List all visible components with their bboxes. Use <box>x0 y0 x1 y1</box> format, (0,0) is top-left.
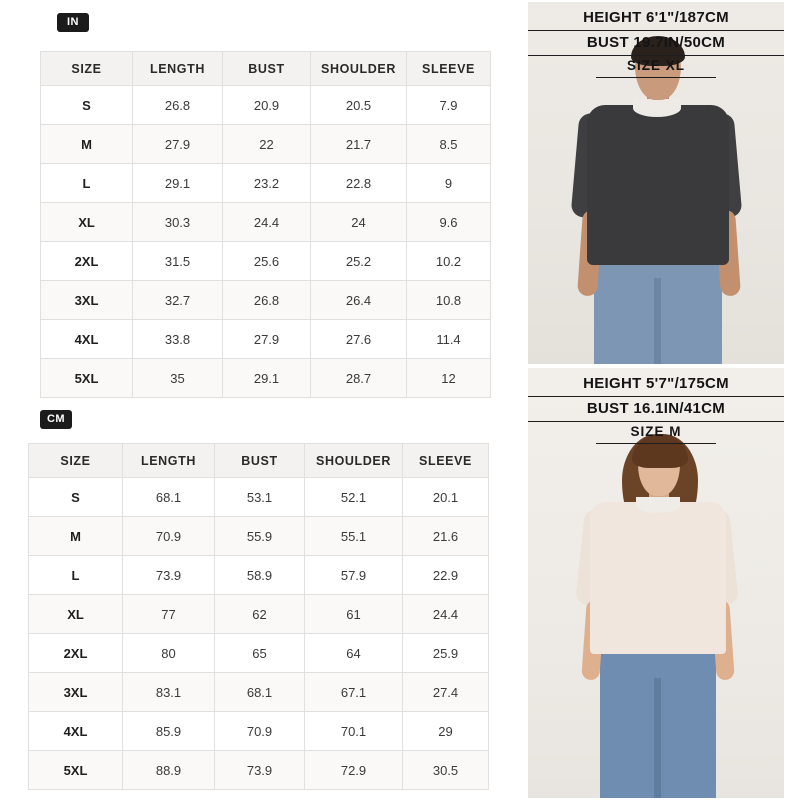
cell-length: 32.7 <box>133 281 223 320</box>
cell-size: XL <box>29 595 123 634</box>
unit-badge-in-wrap <box>57 12 89 32</box>
cell-sleeve: 11.4 <box>407 320 491 359</box>
cell-size: 5XL <box>29 751 123 790</box>
table-row <box>41 125 491 164</box>
table-row <box>29 556 489 595</box>
cell-length: 33.8 <box>133 320 223 359</box>
cell-length: 85.9 <box>123 712 215 751</box>
cell-shoulder: 27.6 <box>311 320 407 359</box>
cell-sleeve: 10.8 <box>407 281 491 320</box>
size-table-inches-body <box>41 86 491 398</box>
cell-shoulder: 55.1 <box>305 517 403 556</box>
cell-size: 3XL <box>29 673 123 712</box>
table-row <box>29 673 489 712</box>
unit-badge-cm: CM <box>40 410 72 429</box>
cell-bust: 70.9 <box>215 712 305 751</box>
cell-sleeve: 7.9 <box>407 86 491 125</box>
table-row <box>29 478 489 517</box>
male-jeans <box>594 254 722 364</box>
cell-shoulder: 22.8 <box>311 164 407 203</box>
female-tshirt <box>590 502 726 654</box>
table-row <box>29 712 489 751</box>
cell-shoulder: 67.1 <box>305 673 403 712</box>
cell-shoulder: 61 <box>305 595 403 634</box>
cell-size: 3XL <box>41 281 133 320</box>
cell-length: 83.1 <box>123 673 215 712</box>
cell-length: 68.1 <box>123 478 215 517</box>
cell-length: 77 <box>123 595 215 634</box>
female-height-label: HEIGHT 5'7"/175CM <box>528 372 784 397</box>
cell-bust: 24.4 <box>223 203 311 242</box>
table-row <box>41 320 491 359</box>
table-row <box>41 281 491 320</box>
cell-sleeve: 20.1 <box>403 478 489 517</box>
size-table-cm <box>28 443 489 790</box>
cell-sleeve: 24.4 <box>403 595 489 634</box>
cell-bust: 27.9 <box>223 320 311 359</box>
size-table-cm-head <box>29 444 489 478</box>
table-row <box>41 242 491 281</box>
cell-size: M <box>41 125 133 164</box>
cell-size: 2XL <box>41 242 133 281</box>
cell-bust: 65 <box>215 634 305 673</box>
model-photos-column <box>510 0 800 800</box>
cell-sleeve: 9.6 <box>407 203 491 242</box>
cell-length: 35 <box>133 359 223 398</box>
table-header-row <box>41 52 491 86</box>
unit-badge-cm-wrap <box>40 409 72 429</box>
size-table-inches-head <box>41 52 491 86</box>
cell-bust: 20.9 <box>223 86 311 125</box>
cell-bust: 23.2 <box>223 164 311 203</box>
cell-sleeve: 9 <box>407 164 491 203</box>
cell-length: 70.9 <box>123 517 215 556</box>
table-row <box>29 751 489 790</box>
cell-length: 73.9 <box>123 556 215 595</box>
col-header-length: LENGTH <box>133 52 223 86</box>
cell-bust: 22 <box>223 125 311 164</box>
cell-size: S <box>29 478 123 517</box>
col-header-length: LENGTH <box>123 444 215 478</box>
col-header-size: SIZE <box>29 444 123 478</box>
cell-bust: 68.1 <box>215 673 305 712</box>
cell-bust: 53.1 <box>215 478 305 517</box>
cell-sleeve: 27.4 <box>403 673 489 712</box>
female-jeans <box>600 646 716 798</box>
cell-size: M <box>29 517 123 556</box>
unit-badge-in: IN <box>57 13 89 32</box>
female-size-label: SIZE M <box>596 422 716 444</box>
cell-size: L <box>29 556 123 595</box>
female-model-specs <box>528 368 784 444</box>
col-header-size: SIZE <box>41 52 133 86</box>
cell-sleeve: 22.9 <box>403 556 489 595</box>
col-header-shoulder: SHOULDER <box>305 444 403 478</box>
col-header-bust: BUST <box>215 444 305 478</box>
table-row <box>41 359 491 398</box>
male-tshirt <box>587 105 729 265</box>
cell-shoulder: 72.9 <box>305 751 403 790</box>
col-header-sleeve: SLEEVE <box>403 444 489 478</box>
female-model-card <box>528 368 784 798</box>
cell-sleeve: 29 <box>403 712 489 751</box>
cell-bust: 26.8 <box>223 281 311 320</box>
cell-length: 31.5 <box>133 242 223 281</box>
cell-length: 26.8 <box>133 86 223 125</box>
cell-shoulder: 20.5 <box>311 86 407 125</box>
cell-bust: 62 <box>215 595 305 634</box>
cell-size: XL <box>41 203 133 242</box>
cell-bust: 25.6 <box>223 242 311 281</box>
table-header-row <box>29 444 489 478</box>
cell-sleeve: 12 <box>407 359 491 398</box>
cell-shoulder: 70.1 <box>305 712 403 751</box>
male-model-specs <box>528 2 784 78</box>
table-row <box>29 595 489 634</box>
cell-size: 2XL <box>29 634 123 673</box>
cell-sleeve: 30.5 <box>403 751 489 790</box>
cell-size: 4XL <box>41 320 133 359</box>
male-size-label: SIZE XL <box>596 56 716 78</box>
table-row <box>41 86 491 125</box>
col-header-sleeve: SLEEVE <box>407 52 491 86</box>
cell-shoulder: 25.2 <box>311 242 407 281</box>
cell-bust: 58.9 <box>215 556 305 595</box>
cell-bust: 73.9 <box>215 751 305 790</box>
cell-sleeve: 10.2 <box>407 242 491 281</box>
cell-bust: 55.9 <box>215 517 305 556</box>
cell-shoulder: 64 <box>305 634 403 673</box>
cell-shoulder: 21.7 <box>311 125 407 164</box>
cell-shoulder: 24 <box>311 203 407 242</box>
cell-size: S <box>41 86 133 125</box>
cell-size: L <box>41 164 133 203</box>
table-row <box>41 164 491 203</box>
male-height-label: HEIGHT 6'1"/187CM <box>528 6 784 31</box>
cell-length: 80 <box>123 634 215 673</box>
cell-bust: 29.1 <box>223 359 311 398</box>
male-model-card <box>528 2 784 364</box>
cell-sleeve: 21.6 <box>403 517 489 556</box>
cell-shoulder: 26.4 <box>311 281 407 320</box>
male-bust-label: BUST 19.7IN/50CM <box>528 31 784 56</box>
table-row <box>29 517 489 556</box>
col-header-bust: BUST <box>223 52 311 86</box>
cell-length: 27.9 <box>133 125 223 164</box>
cell-length: 29.1 <box>133 164 223 203</box>
cell-size: 4XL <box>29 712 123 751</box>
cell-shoulder: 28.7 <box>311 359 407 398</box>
cell-size: 5XL <box>41 359 133 398</box>
cell-length: 88.9 <box>123 751 215 790</box>
table-row <box>41 203 491 242</box>
cell-length: 30.3 <box>133 203 223 242</box>
table-row <box>29 634 489 673</box>
size-table-cm-body <box>29 478 489 790</box>
col-header-shoulder: SHOULDER <box>311 52 407 86</box>
female-bust-label: BUST 16.1IN/41CM <box>528 397 784 422</box>
cell-sleeve: 8.5 <box>407 125 491 164</box>
size-table-inches <box>40 51 491 398</box>
cell-shoulder: 52.1 <box>305 478 403 517</box>
cell-sleeve: 25.9 <box>403 634 489 673</box>
cell-shoulder: 57.9 <box>305 556 403 595</box>
